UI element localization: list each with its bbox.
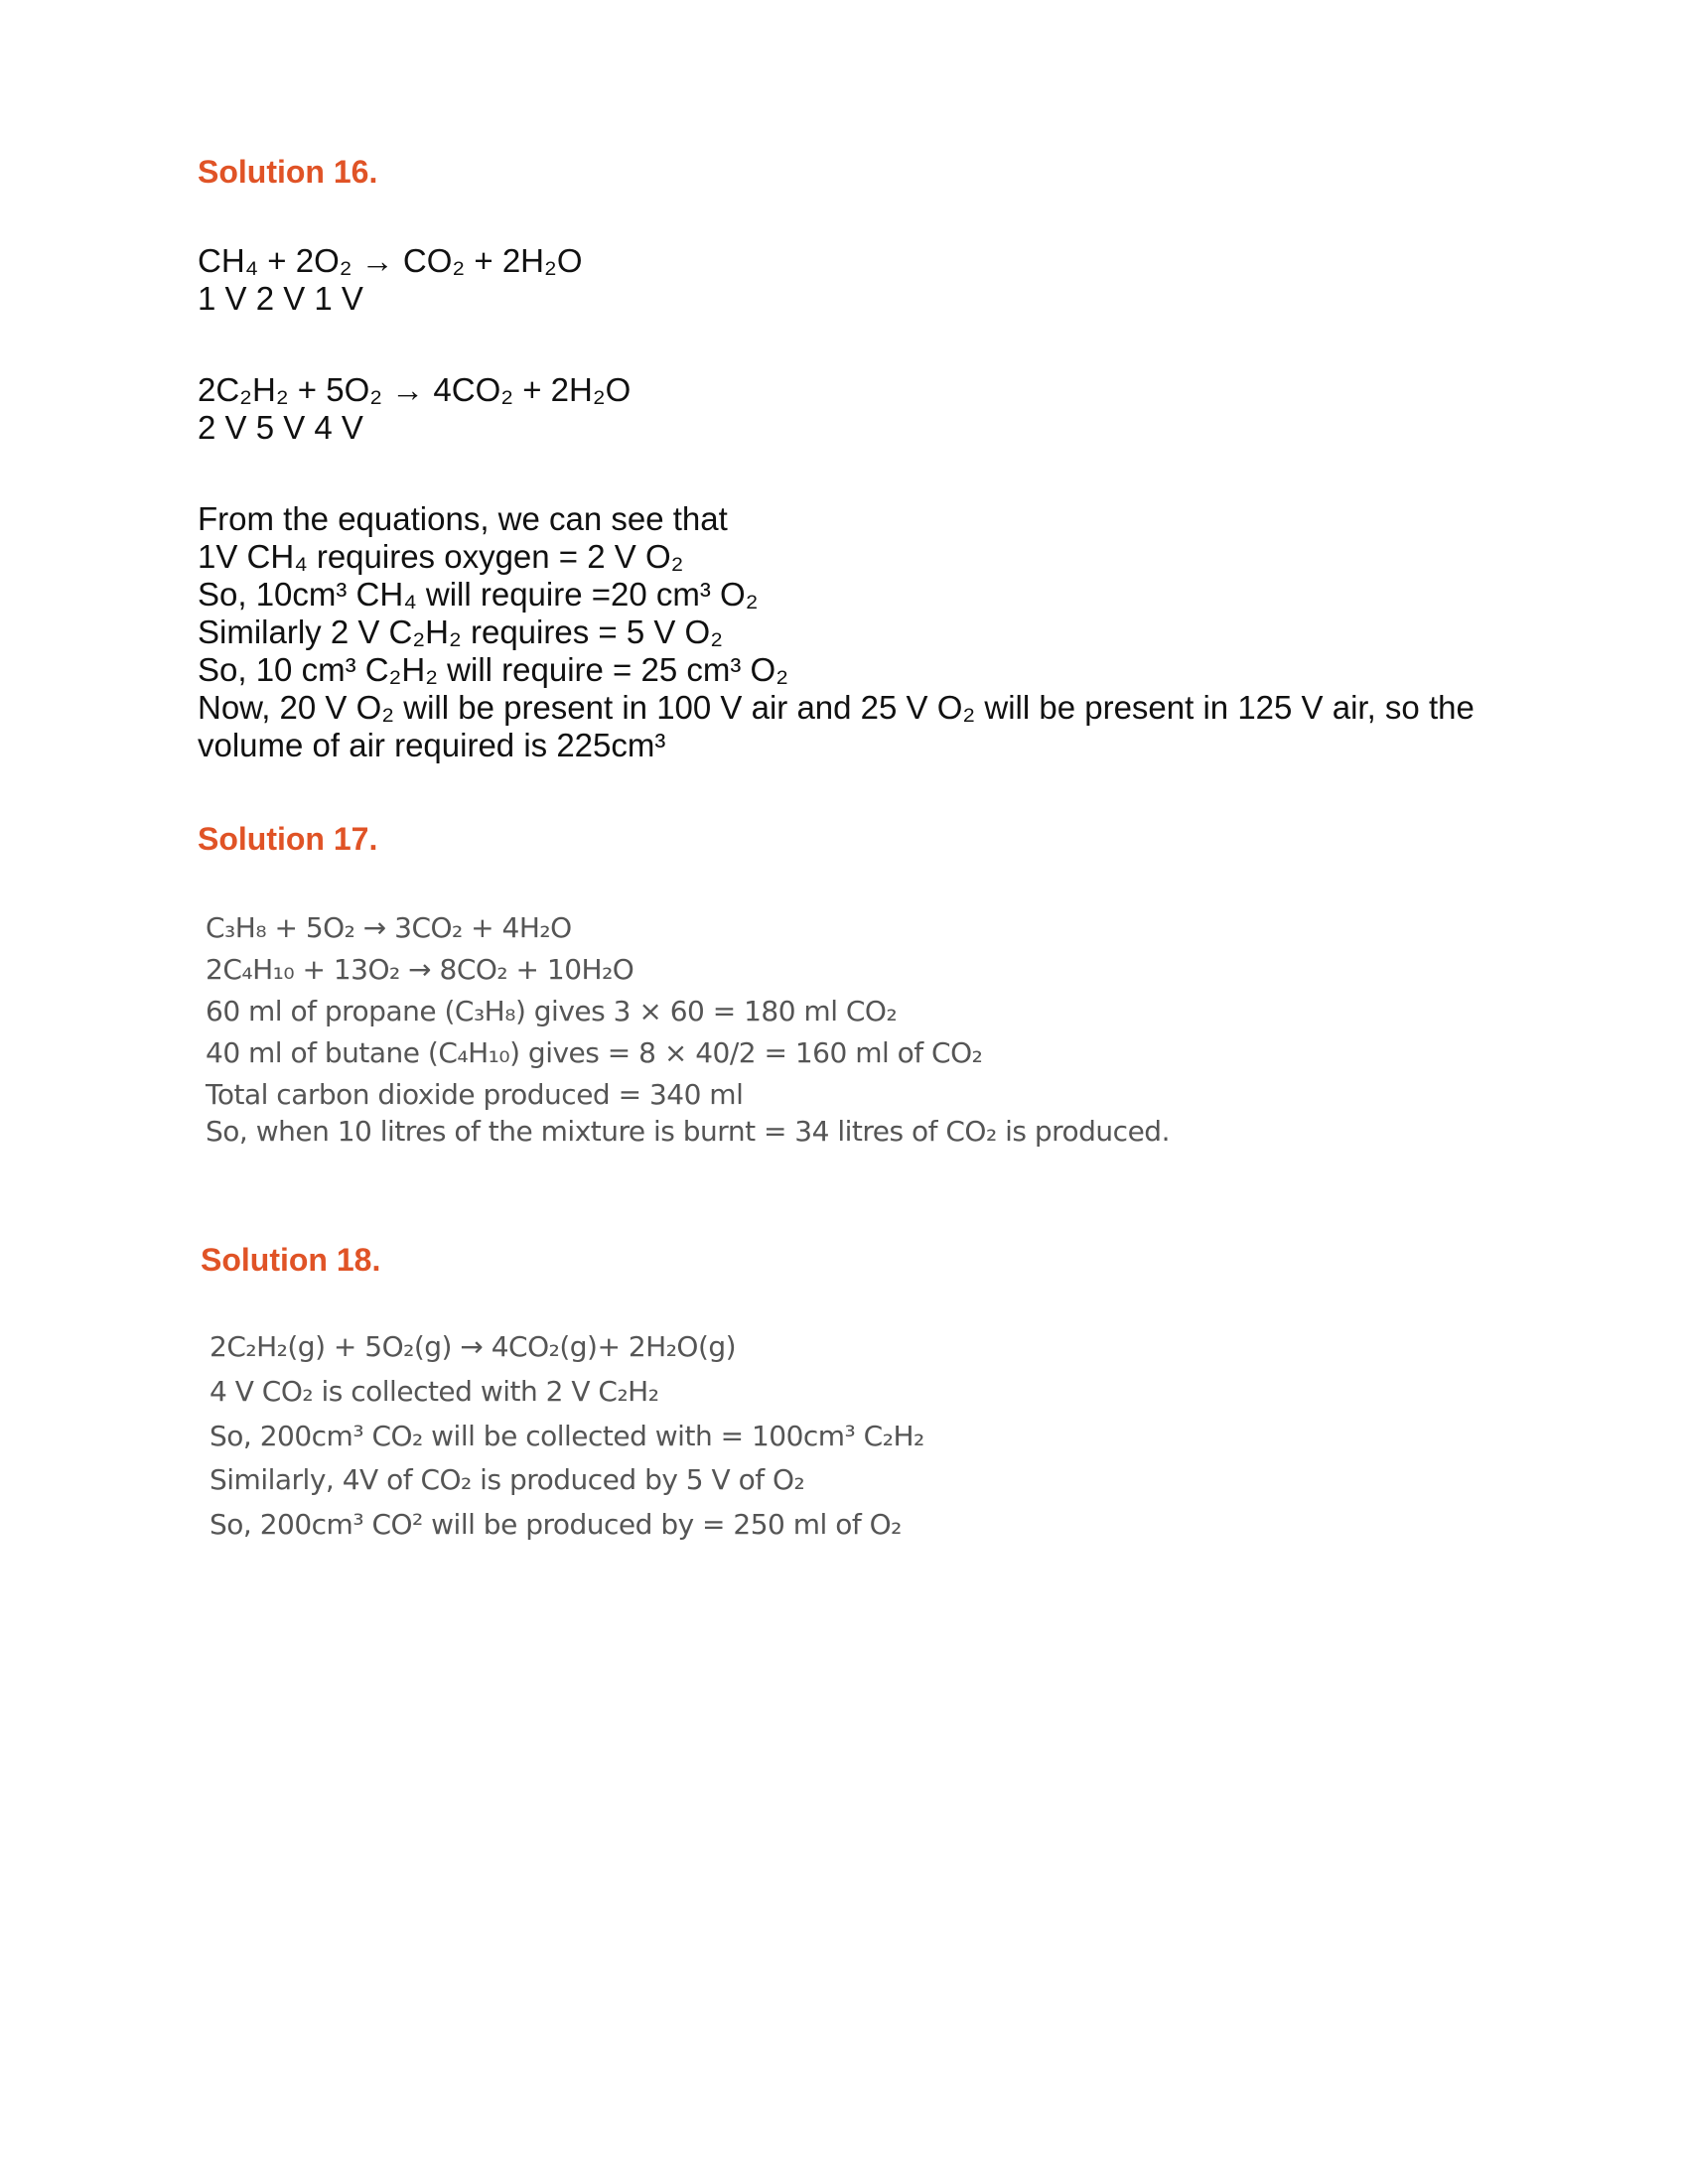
solution-17-heading: Solution 17. — [198, 821, 378, 857]
solution-18-heading: Solution 18. — [201, 1242, 381, 1278]
solution-16-explanation — [198, 500, 1498, 764]
solution-line: So, 200cm³ CO² will be produced by = 250 ml of O₂ — [210, 1508, 902, 1541]
explanation-line: From the equations, we can see that — [198, 500, 728, 537]
solution-line: 60 ml of propane (C₃H₈) gives 3 × 60 = 180 ml CO₂ — [206, 995, 898, 1027]
solution-16-heading: Solution 16. — [198, 154, 378, 190]
solution-line: 4 V CO₂ is collected with 2 V C₂H₂ — [210, 1375, 659, 1408]
equation-volumes: 1 V 2 V 1 V — [198, 280, 363, 317]
equation-reaction: 2C₂H₂ + 5O₂ → 4CO₂ + 2H₂O — [198, 371, 632, 408]
solution-line: So, when 10 litres of the mixture is burnt = 34 litres of CO₂ is produced. — [206, 1115, 1170, 1148]
equation-reaction: CH₄ + 2O₂ → CO₂ + 2H₂O — [198, 242, 583, 279]
explanation-line: So, 10 cm³ C₂H₂ will require = 25 cm³ O₂ — [198, 651, 788, 688]
solution-line: C₃H₈ + 5O₂ → 3CO₂ + 4H₂O — [206, 911, 572, 944]
explanation-line: Similarly 2 V C₂H₂ requires = 5 V O₂ — [198, 614, 723, 650]
explanation-line: 1V CH₄ requires oxygen = 2 V O₂ — [198, 538, 684, 575]
solution-line: 2C₂H₂(g) + 5O₂(g) → 4CO₂(g)+ 2H₂O(g) — [210, 1330, 737, 1363]
solution-line: 40 ml of butane (C₄H₁₀) gives = 8 × 40/2 = 160 ml of CO₂ — [206, 1036, 983, 1069]
solution-line: So, 200cm³ CO₂ will be collected with = 100cm³ C₂H₂ — [210, 1420, 924, 1452]
equation-volumes: 2 V 5 V 4 V — [198, 409, 363, 446]
solution-line: Total carbon dioxide produced = 340 ml — [206, 1078, 744, 1111]
explanation-line: So, 10cm³ CH₄ will require =20 cm³ O₂ — [198, 576, 759, 613]
solution-line: 2C₄H₁₀ + 13O₂ → 8CO₂ + 10H₂O — [206, 953, 634, 986]
solution-line: Similarly, 4V of CO₂ is produced by 5 V of O₂ — [210, 1463, 805, 1496]
explanation-line: Now, 20 V O₂ will be present in 100 V air and 25 V O₂ will be present in 125 V air, so the volume of air required is 225cm³ — [198, 689, 1475, 763]
solution-16-equation-2 — [198, 371, 631, 447]
solution-17-worked-image — [206, 911, 1170, 1157]
solution-18-worked-image — [210, 1330, 924, 1550]
solution-16-equation-1 — [198, 242, 583, 318]
